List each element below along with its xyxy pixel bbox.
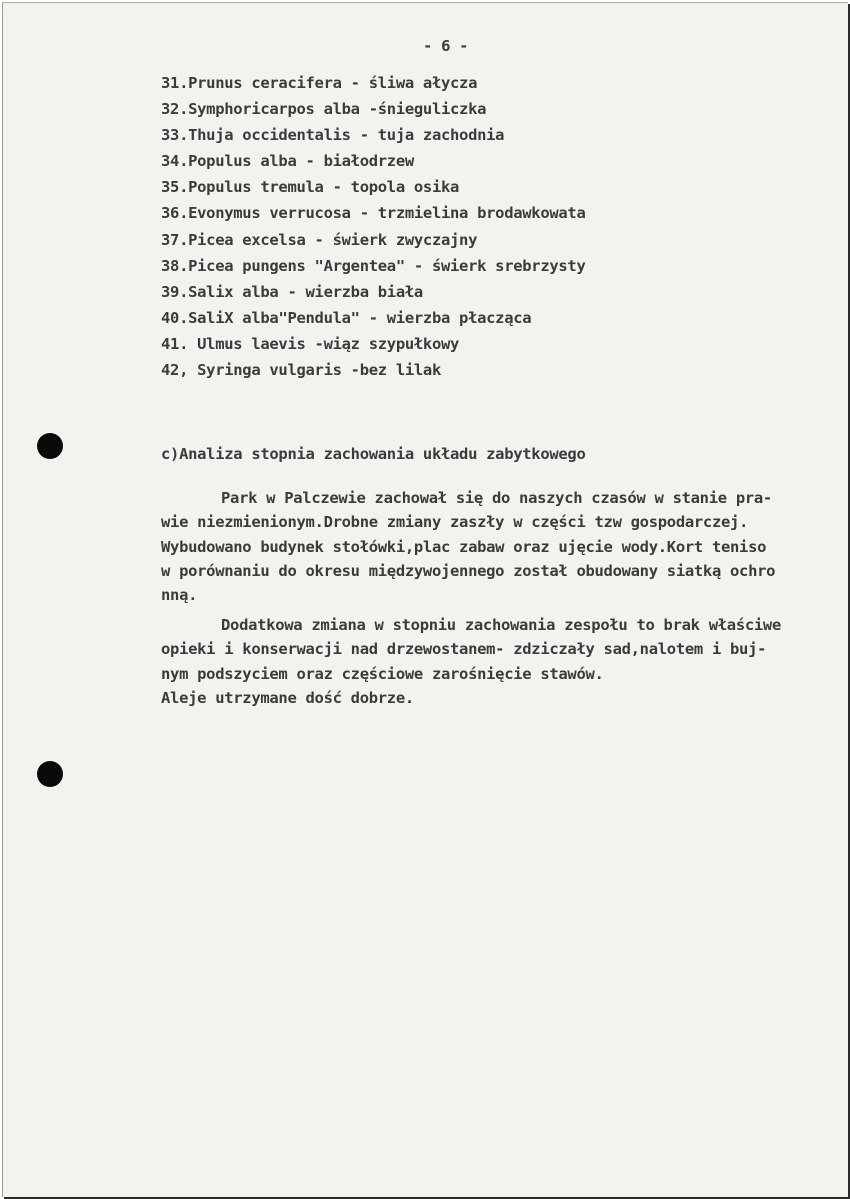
list-item: 37.Picea excelsa - świerk zwyczajny (161, 230, 478, 249)
paragraph-line: opieki i konserwacji nad drzewostanem- zdziczały sad,nalotem i buj- (161, 640, 767, 659)
page-number: - 6 - (423, 37, 469, 55)
paragraph-line: w porównaniu do okresu międzywojennego został obudowany siatką ochro (161, 561, 776, 580)
list-item: 38.Picea pungens "Argentea" - świerk srebrzysty (161, 256, 586, 275)
list-item: 39.Salix alba - wierzba biała (161, 282, 423, 301)
paragraph-line: wie niezmienionym.Drobne zmiany zaszły w części tzw gospodarczej. (161, 513, 749, 532)
list-item: 32.Symphoricarpos alba -śnieguliczka (161, 100, 487, 119)
list-item: 42, Syringa vulgaris -bez lilak (161, 361, 441, 380)
list-item: 34.Populus alba - białodrzew (161, 152, 414, 171)
punch-hole-icon (37, 433, 63, 459)
punch-hole-icon (37, 761, 63, 787)
paragraph-line: Park w Palczewie zachował się do naszych czasów w stanie pra- (221, 489, 772, 507)
list-item: 35.Populus tremula - topola osika (161, 178, 460, 197)
paragraph-additional-change (161, 615, 781, 712)
species-list (161, 73, 586, 386)
list-item: 31.Prunus ceracifera - śliwa ałycza (161, 74, 478, 92)
list-item: 36.Evonymus verrucosa - trzmielina brodawkowata (161, 204, 586, 223)
document-page (2, 2, 848, 1197)
list-item: 33.Thuja occidentalis - tuja zachodnia (161, 126, 505, 145)
list-item: 40.SaliX alba"Pendula" - wierzba płacząca (161, 308, 532, 327)
paragraph-line: Wybudowano budynek stołówki,plac zabaw oraz ujęcie wody.Kort teniso (161, 537, 767, 556)
paragraph-line: Aleje utrzymane dość dobrze. (161, 688, 414, 707)
paragraph-line: nym podszyciem oraz częściowe zarośnięcie stawów. (161, 664, 604, 683)
section-heading: c)Analiza stopnia zachowania układu zabytkowego (161, 445, 586, 463)
list-item: 41. Ulmus laevis -wiąz szypułkowy (161, 334, 460, 353)
paragraph-line: Dodatkowa zmiana w stopniu zachowania zespołu to brak właściwe (221, 616, 781, 634)
paragraph-preservation-state (161, 488, 775, 609)
paragraph-line: nną. (161, 586, 198, 605)
